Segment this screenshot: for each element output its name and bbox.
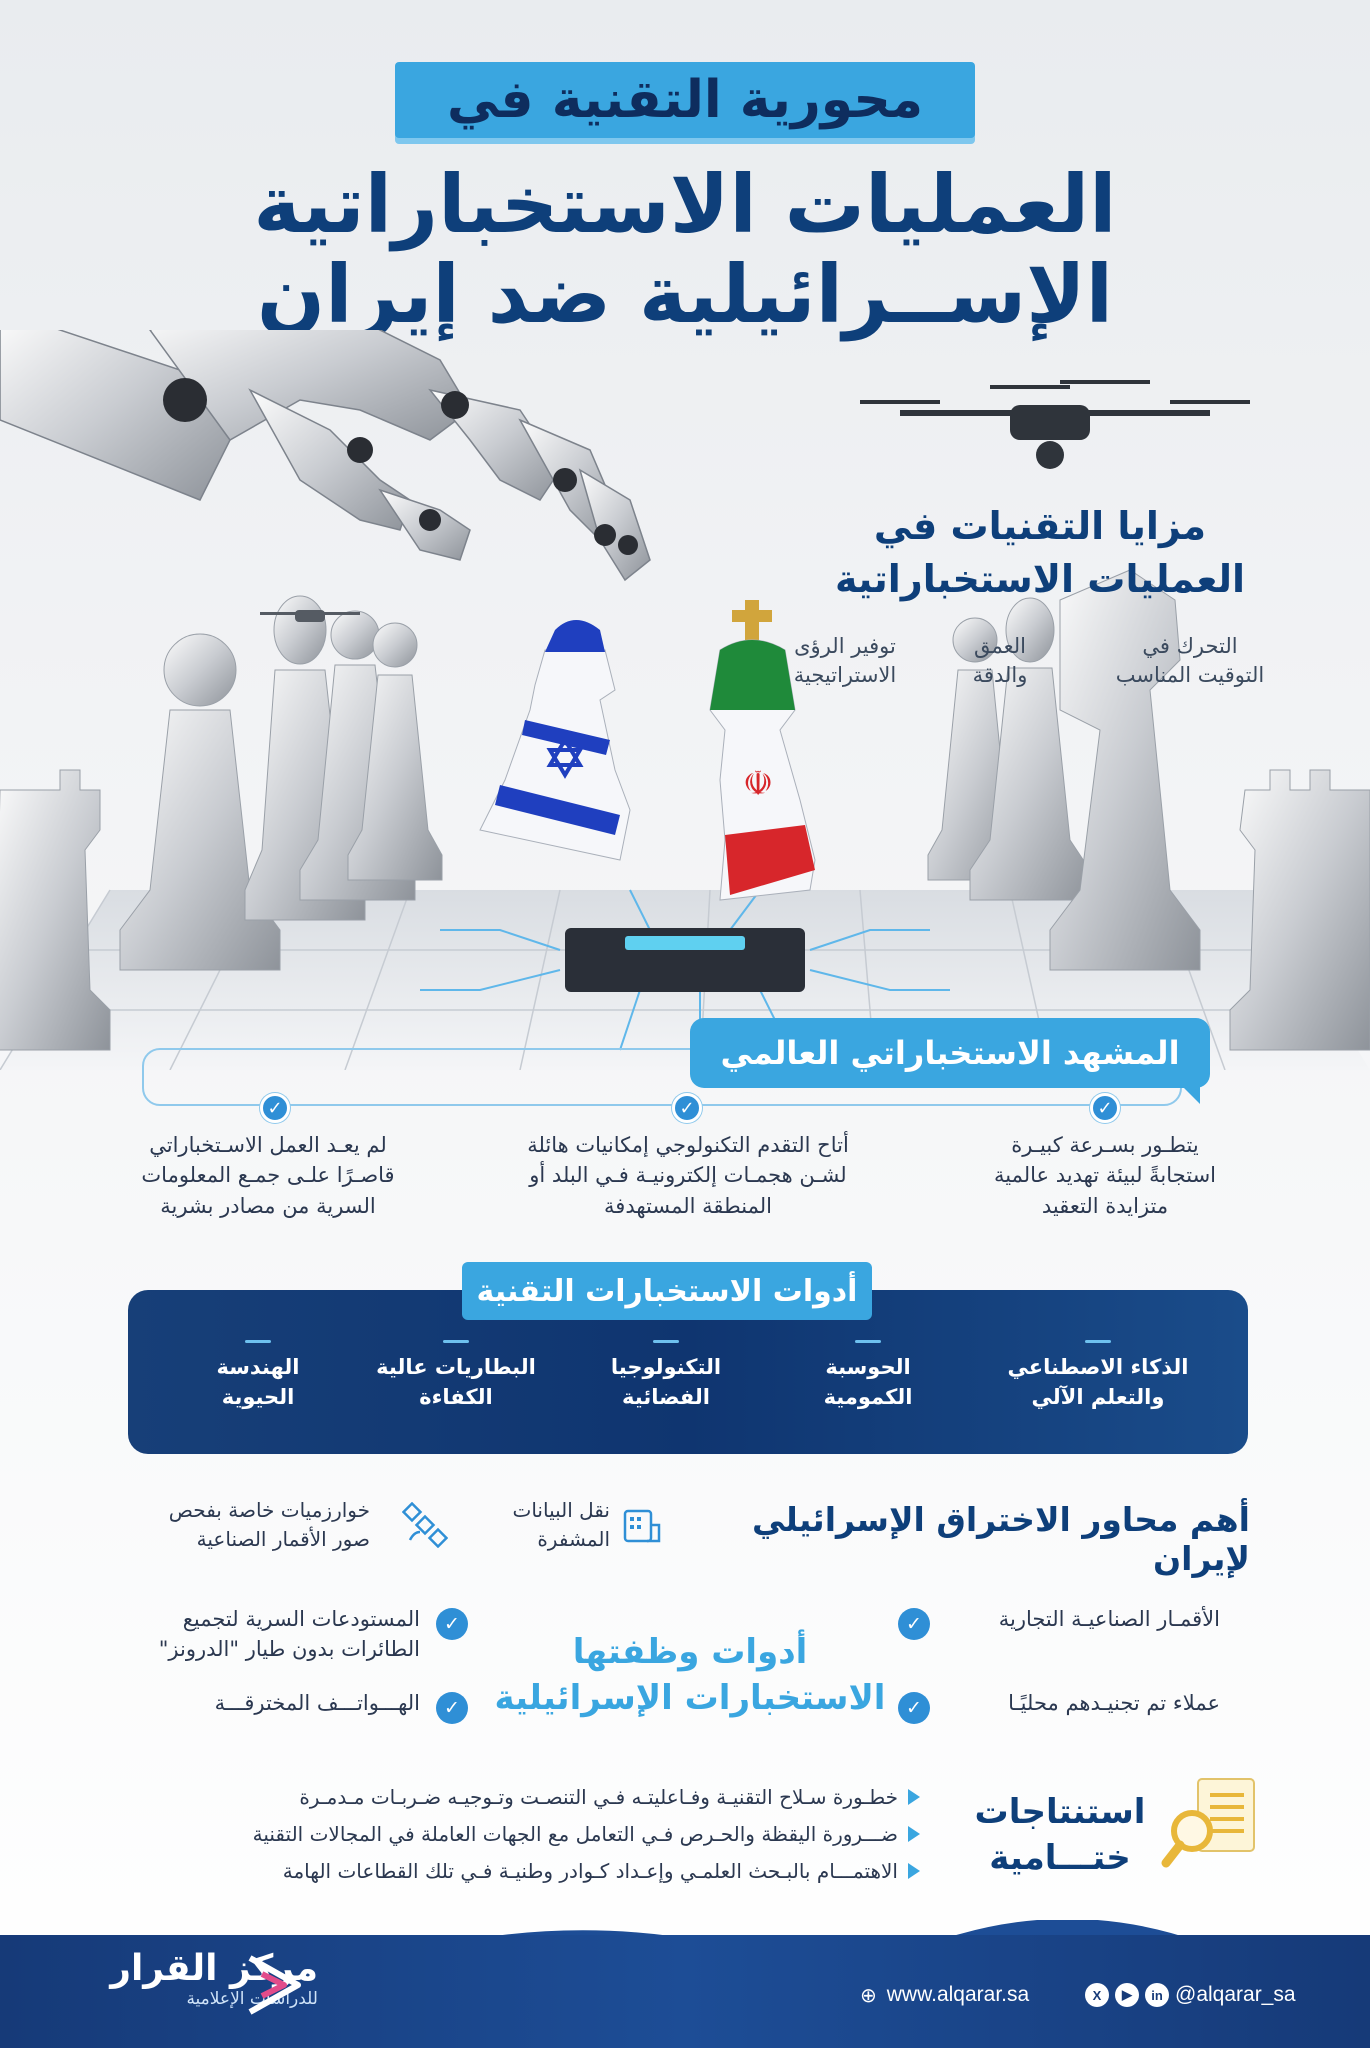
check-icon: ✓	[260, 1093, 290, 1123]
social-links	[1085, 1983, 1296, 2007]
global-scene-point-2: أتاح التقدم التكنولوجي إمكانيات هائلة لشـن هجمـات إلكترونيـة فـي البلد أو المنطقة المستهدفة	[527, 1133, 849, 1218]
check-icon: ✓	[436, 1608, 468, 1640]
dash-icon	[245, 1340, 271, 1343]
global-scene-title: المشهد الاستخباراتي العالمي	[690, 1018, 1210, 1088]
tool-item-batteries: البطاريات عالية الكفاءة	[376, 1355, 536, 1410]
x-icon[interactable]: X	[1085, 1983, 1109, 2007]
title-badge	[395, 62, 975, 138]
global-scene-point-3: لم يعـد العمل الاسـتخباراتي قاصـرًا علـى جمـع المعلومات السرية من مصادر بشرية	[141, 1133, 395, 1218]
check-icon: ✓	[1090, 1093, 1120, 1123]
social-handle[interactable]: @alqarar_sa	[1175, 1983, 1296, 2006]
brand-logo-icon	[240, 1950, 310, 2020]
satellite-icon	[398, 1498, 452, 1552]
axis-item-satellite-algorithms: خوارزميات خاصة بفحص صور الأقمار الصناعية	[168, 1498, 370, 1551]
used-tools-title: أدوات وظفتها الاستخبارات الإسرائيلية	[494, 1632, 886, 1718]
speech-tail	[1178, 1082, 1200, 1104]
dash-icon	[855, 1340, 881, 1343]
advantage-item-depth: العمق والدقة	[972, 634, 1028, 688]
used-tool-drone-depots: المستودعات السرية لتجميع الطائرات بدون طيار "الدرونز"	[158, 1607, 420, 1662]
dash-icon	[653, 1340, 679, 1343]
drone-large	[860, 380, 1250, 469]
check-icon: ✓	[898, 1608, 930, 1640]
dash-icon	[1085, 1340, 1111, 1343]
svg-text:☫: ☫	[742, 764, 774, 804]
youtube-icon[interactable]: ▶	[1115, 1983, 1139, 2007]
tool-item-quantum: الحوسبة الكمومية	[823, 1355, 913, 1410]
check-icon: ✓	[898, 1692, 930, 1724]
check-icon: ✓	[436, 1692, 468, 1724]
globe-icon: ⊕	[860, 1983, 877, 2007]
conclusion-item: الاهتمـــام بالبـحث العلمـي وإعـداد كـوادر وطنيـة فـي تلك القطاعات الهامة	[150, 1859, 920, 1883]
document-search-icon	[1160, 1775, 1260, 1875]
advantage-item-insights: توفير الرؤى الاستراتيجية	[793, 634, 897, 688]
triangle-bullet-icon	[908, 1826, 920, 1842]
used-tool-hacked-phones: الهـــواتـــف المخترقـــة	[214, 1691, 420, 1715]
title-line-1: محورية التقنية في	[446, 70, 924, 130]
advantage-item-timing: التحرك في التوقيت المناسب	[1115, 634, 1265, 688]
global-scene-point-1: يتطـور بسـرعة كبيـرة استجابةً لبيئة تهديد عالمية متزايدة التعقيد	[994, 1133, 1216, 1218]
advantages-title: مزايا التقنيات في العمليات الاستخباراتية	[834, 504, 1246, 602]
conclusion-item: خطـورة سـلاح التقنيـة وفـاعليتـه فـي التنصـت وتـوجيـه ضـربـات مـدمـرة	[150, 1785, 920, 1809]
website-link[interactable]: ⊕ www.alqarar.sa	[860, 1983, 1030, 2007]
brand-name: مركز القرار	[110, 1948, 318, 1989]
tools-title: أدوات الاستخبارات التقنية	[462, 1262, 872, 1320]
israel-king-piece	[480, 620, 630, 860]
title-line-2: العمليات الاستخباراتية	[253, 158, 1117, 251]
title-line-3: الإســرائيلية ضد إيران	[256, 248, 1114, 341]
tool-item-space: التكنولوجيا الفضائية	[610, 1355, 722, 1410]
axis-item-encrypted-data: نقل البيانات المشفرة	[512, 1498, 610, 1551]
brand-subtitle: للدراسات الإعلامية	[186, 1989, 318, 2009]
conclusion-item: ضـــرورة اليقظة والحـرص فـي التعامل مع الجهات العاملة في المجالات التقنية	[150, 1822, 920, 1846]
chess-robot-illustration	[0, 330, 1370, 1070]
triangle-bullet-icon	[908, 1863, 920, 1879]
tool-item-ai: الذكاء الاصطناعي والتعلم الآلي	[1007, 1355, 1189, 1410]
triangle-bullet-icon	[908, 1789, 920, 1805]
tool-item-bioengineering: الهندسة الحيوية	[216, 1355, 300, 1410]
encrypted-data-icon	[614, 1498, 668, 1552]
axes-title: أهم محاور الاختراق الإسرائيلي لإيران	[751, 1500, 1250, 1578]
conclusions-title: استنتاجات ختـــامية	[974, 1792, 1146, 1878]
used-tool-local-agents: عملاء تم تجنيـدهم محليًـا	[1008, 1691, 1220, 1715]
check-icon: ✓	[672, 1093, 702, 1123]
dash-icon	[443, 1340, 469, 1343]
linkedin-icon[interactable]: in	[1145, 1983, 1169, 2007]
used-tool-commercial-satellites: الأقمـار الصناعيـة التجارية	[998, 1607, 1220, 1631]
